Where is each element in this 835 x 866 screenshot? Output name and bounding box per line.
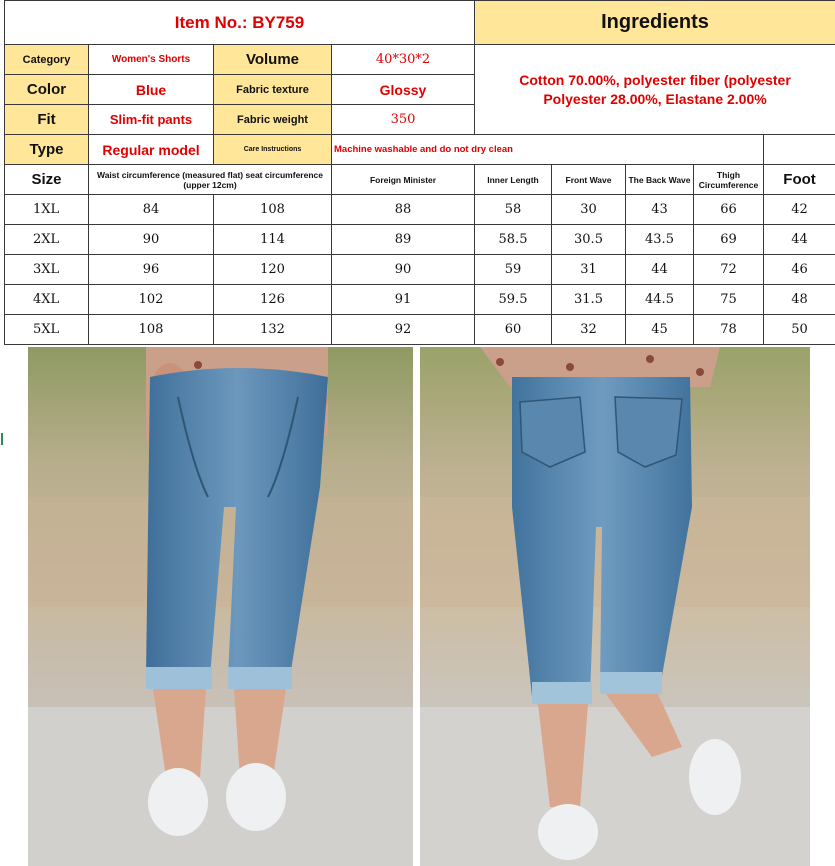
- measure-cell: 96: [89, 255, 214, 285]
- size-cell: 1XL: [5, 195, 89, 225]
- size-cell: 4XL: [5, 285, 89, 315]
- measure-cell: 60: [475, 315, 552, 345]
- category-label: Category: [5, 45, 89, 75]
- spec-sheet: [4, 0, 835, 345]
- front-wave-header: Front Wave: [552, 165, 626, 195]
- color-value: Blue: [89, 75, 214, 105]
- measure-cell: 114: [214, 225, 332, 255]
- size-cell: 2XL: [5, 225, 89, 255]
- table-row: [5, 315, 835, 345]
- measure-cell: 50: [764, 315, 835, 345]
- measure-cell: 32: [552, 315, 626, 345]
- measure-cell: 43.5: [626, 225, 694, 255]
- size-header: Size: [5, 165, 89, 195]
- care-label: Care Instructions: [214, 135, 332, 165]
- type-label: Type: [5, 135, 89, 165]
- ingredients-title: Ingredients: [475, 1, 835, 45]
- measure-cell: 58: [475, 195, 552, 225]
- measure-cell: 46: [764, 255, 835, 285]
- thigh-header: Thigh Circumference: [694, 165, 764, 195]
- measure-cell: 92: [332, 315, 475, 345]
- table-row: [5, 195, 835, 225]
- measure-cell: 78: [694, 315, 764, 345]
- item-number: Item No.: BY759: [5, 1, 475, 45]
- ingredients-text: [475, 45, 835, 135]
- table-row: [5, 255, 835, 285]
- measure-cell: 91: [332, 285, 475, 315]
- measure-cell: 108: [89, 315, 214, 345]
- measure-cell: 59: [475, 255, 552, 285]
- measure-cell: 126: [214, 285, 332, 315]
- measure-cell: 89: [332, 225, 475, 255]
- size-cell: 5XL: [5, 315, 89, 345]
- measure-cell: 42: [764, 195, 835, 225]
- measure-cell: 43: [626, 195, 694, 225]
- ingredients-line-2: Polyester 28.00%, Elastane 2.00%: [543, 90, 767, 107]
- care-value: Machine washable and do not dry clean: [332, 135, 764, 165]
- measure-cell: 69: [694, 225, 764, 255]
- measure-cell: 48: [764, 285, 835, 315]
- measure-cell: 31: [552, 255, 626, 285]
- weight-value: 350: [332, 105, 475, 135]
- waist-seat-header: Waist circumference (measured flat) seat circumference (upper 12cm): [89, 165, 332, 195]
- measure-cell: 72: [694, 255, 764, 285]
- measure-cell: 132: [214, 315, 332, 345]
- measure-cell: 84: [89, 195, 214, 225]
- ingredients-line-1: Cotton 70.00%, polyester fiber (polyester: [519, 71, 791, 88]
- fit-value: Slim-fit pants: [89, 105, 214, 135]
- measure-cell: 45: [626, 315, 694, 345]
- measure-cell: 66: [694, 195, 764, 225]
- product-photos: [0, 345, 835, 866]
- measure-cell: 120: [214, 255, 332, 285]
- front-view-photo: [28, 347, 413, 866]
- measure-cell: 75: [694, 285, 764, 315]
- measure-cell: 31.5: [552, 285, 626, 315]
- weight-label: Fabric weight: [214, 105, 332, 135]
- texture-value: Glossy: [332, 75, 475, 105]
- back-view-photo: [420, 347, 810, 866]
- measure-cell: 30: [552, 195, 626, 225]
- measure-cell: 108: [214, 195, 332, 225]
- volume-label: Volume: [214, 45, 332, 75]
- back-wave-header: The Back Wave: [626, 165, 694, 195]
- measure-cell: 44.5: [626, 285, 694, 315]
- measure-cell: 90: [332, 255, 475, 285]
- size-cell: 3XL: [5, 255, 89, 285]
- volume-value: 40*30*2: [332, 45, 475, 75]
- size-rows: [5, 195, 835, 345]
- measure-cell: 44: [764, 225, 835, 255]
- measure-cell: 44: [626, 255, 694, 285]
- color-label: Color: [5, 75, 89, 105]
- spec-table: [4, 0, 835, 345]
- type-value: Regular model: [89, 135, 214, 165]
- measure-cell: 102: [89, 285, 214, 315]
- category-value: Women's Shorts: [89, 45, 214, 75]
- foot-header: Foot: [764, 165, 835, 195]
- measure-cell: 30.5: [552, 225, 626, 255]
- measure-cell: 88: [332, 195, 475, 225]
- fit-label: Fit: [5, 105, 89, 135]
- table-row: [5, 285, 835, 315]
- measure-cell: 90: [89, 225, 214, 255]
- inner-length-header: Inner Length: [475, 165, 552, 195]
- foreign-minister-header: Foreign Minister: [332, 165, 475, 195]
- measure-cell: 58.5: [475, 225, 552, 255]
- measure-cell: 59.5: [475, 285, 552, 315]
- texture-label: Fabric texture: [214, 75, 332, 105]
- table-row: [5, 225, 835, 255]
